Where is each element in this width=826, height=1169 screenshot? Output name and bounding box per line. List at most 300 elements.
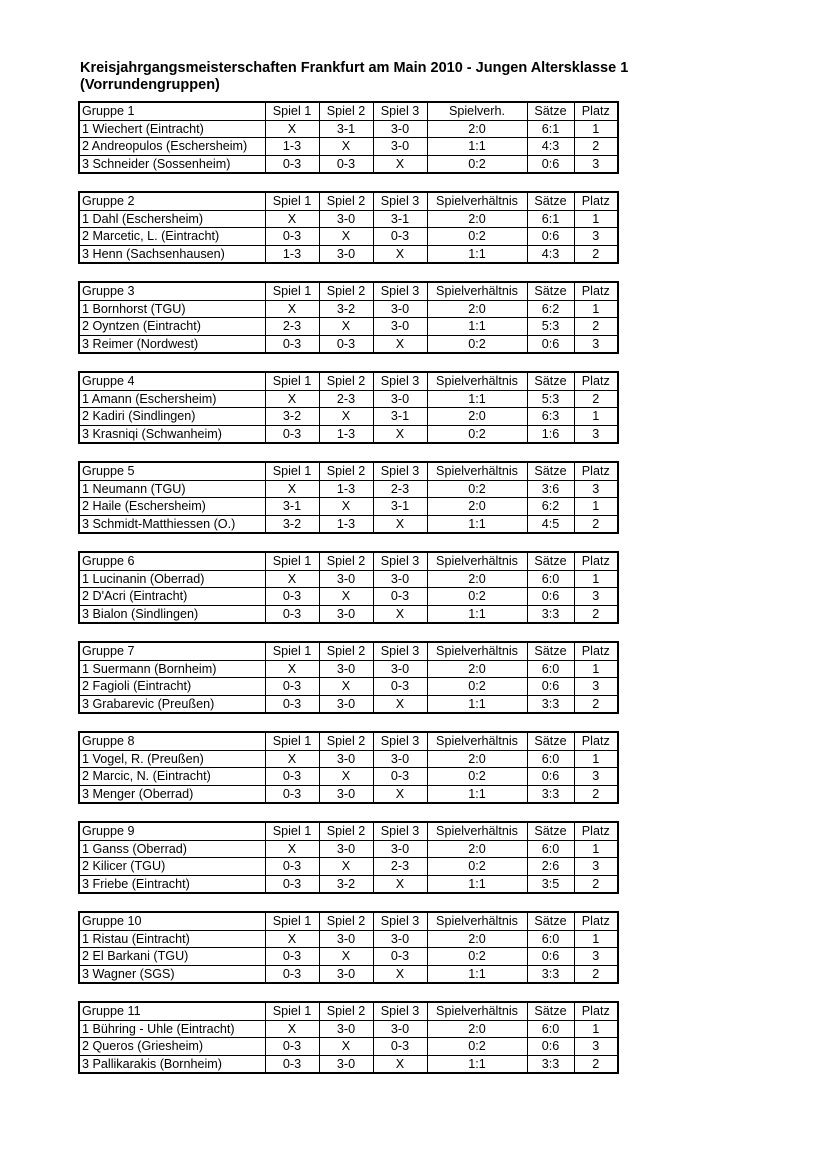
table-cell: X (265, 750, 319, 768)
table-cell: 2-3 (265, 318, 319, 336)
table-cell: 3-0 (373, 1020, 427, 1038)
table-cell: Spiel 1 (265, 552, 319, 570)
table-cell: 0:6 (527, 948, 574, 966)
table-row (79, 1038, 618, 1056)
table-cell: 1 (574, 660, 618, 678)
table-cell: 2:0 (427, 210, 527, 228)
table-cell: 0:2 (427, 948, 527, 966)
table-cell: Spiel 1 (265, 462, 319, 480)
table-cell: X (319, 408, 373, 426)
table-cell: X (373, 695, 427, 713)
group-name-cell: Gruppe 10 (79, 912, 265, 930)
table-row (79, 785, 618, 803)
table-row (79, 660, 618, 678)
table-cell: 0:6 (527, 1038, 574, 1056)
table-cell: Platz (574, 192, 618, 210)
table-cell: Spiel 1 (265, 912, 319, 930)
table-cell: 3:3 (527, 965, 574, 983)
table-cell: 2 (574, 965, 618, 983)
player-cell: 2 Marcic, N. (Eintracht) (79, 768, 265, 786)
table-cell: 0-3 (265, 588, 319, 606)
table-cell: 6:0 (527, 840, 574, 858)
table-cell: 6:3 (527, 408, 574, 426)
table-cell: 3-0 (373, 660, 427, 678)
player-cell: 3 Schmidt-Matthiessen (O.) (79, 515, 265, 533)
table-row (79, 245, 618, 263)
table-cell: X (373, 1055, 427, 1073)
table-cell: 3:6 (527, 480, 574, 498)
table-cell: 3 (574, 588, 618, 606)
table-row (79, 1020, 618, 1038)
title-line-1: Kreisjahrgangsmeisterschaften Frankfurt am Main 2010 - Jungen Altersklasse 1 (80, 60, 629, 76)
table-cell: 0-3 (265, 1038, 319, 1056)
table-cell: 0-3 (265, 1055, 319, 1073)
table-row (79, 120, 618, 138)
table-cell: 3-2 (265, 515, 319, 533)
table-header-row (79, 912, 618, 930)
table-cell: 1-3 (265, 138, 319, 156)
group-name-cell: Gruppe 1 (79, 102, 265, 120)
table-cell: Sätze (527, 822, 574, 840)
table-cell: Spielverhältnis (427, 1002, 527, 1020)
table-cell: Spielverhältnis (427, 192, 527, 210)
table-cell: X (373, 425, 427, 443)
player-cell: 3 Henn (Sachsenhausen) (79, 245, 265, 263)
table-cell: Spiel 2 (319, 282, 373, 300)
group-name-cell: Gruppe 6 (79, 552, 265, 570)
table-row (79, 1055, 618, 1073)
table-cell: X (319, 318, 373, 336)
table-cell: 3-0 (373, 318, 427, 336)
table-cell: 3 (574, 678, 618, 696)
table-row (79, 875, 618, 893)
table-cell: Sätze (527, 102, 574, 120)
table-cell: 0:6 (527, 768, 574, 786)
table-cell: 3 (574, 335, 618, 353)
table-cell: 2-3 (373, 858, 427, 876)
table-cell: 3-0 (319, 210, 373, 228)
table-cell: 1 (574, 120, 618, 138)
table-cell: Spiel 2 (319, 552, 373, 570)
table-cell: 2-3 (373, 480, 427, 498)
table-cell: Platz (574, 282, 618, 300)
table-cell: Spiel 2 (319, 462, 373, 480)
table-cell: Spiel 2 (319, 1002, 373, 1020)
table-cell: 1 (574, 840, 618, 858)
group-table (78, 1001, 619, 1074)
table-cell: 3-2 (265, 408, 319, 426)
player-cell: 2 Marcetic, L. (Eintracht) (79, 228, 265, 246)
table-cell: Sätze (527, 462, 574, 480)
table-cell: 2:0 (427, 300, 527, 318)
table-cell: 1:1 (427, 138, 527, 156)
table-row (79, 335, 618, 353)
table-cell: 0:2 (427, 1038, 527, 1056)
table-cell: 3-0 (319, 570, 373, 588)
table-cell: Spielverh. (427, 102, 527, 120)
table-cell: 0:6 (527, 335, 574, 353)
table-cell: X (265, 390, 319, 408)
table-cell: 3 (574, 228, 618, 246)
table-cell: 3-0 (319, 965, 373, 983)
table-cell: 1 (574, 930, 618, 948)
table-cell: X (265, 300, 319, 318)
table-cell: 3-2 (319, 875, 373, 893)
table-cell: 3-1 (373, 408, 427, 426)
table-cell: 1 (574, 1020, 618, 1038)
table-cell: 2 (574, 318, 618, 336)
table-cell: 3-0 (319, 1020, 373, 1038)
table-cell: 3 (574, 155, 618, 173)
table-cell: X (319, 588, 373, 606)
table-cell: Spiel 3 (373, 1002, 427, 1020)
table-cell: 2 (574, 695, 618, 713)
table-cell: Spielverhältnis (427, 732, 527, 750)
table-cell: X (373, 155, 427, 173)
table-cell: 0-3 (265, 768, 319, 786)
player-cell: 1 Bühring - Uhle (Eintracht) (79, 1020, 265, 1038)
table-row (79, 750, 618, 768)
group-table (78, 281, 619, 354)
table-cell: Spiel 1 (265, 822, 319, 840)
player-cell: 3 Krasniqi (Schwanheim) (79, 425, 265, 443)
table-cell: Spiel 2 (319, 192, 373, 210)
player-cell: 2 Fagioli (Eintracht) (79, 678, 265, 696)
table-header-row (79, 192, 618, 210)
group-table (78, 101, 619, 174)
table-cell: Spielverhältnis (427, 552, 527, 570)
table-cell: 1:1 (427, 390, 527, 408)
group-table (78, 821, 619, 894)
table-cell: 2:0 (427, 750, 527, 768)
table-cell: 1 (574, 210, 618, 228)
table-cell: 1-3 (319, 480, 373, 498)
table-cell: Spielverhältnis (427, 282, 527, 300)
table-cell: 1:1 (427, 695, 527, 713)
table-row (79, 678, 618, 696)
table-cell: 0-3 (265, 678, 319, 696)
table-cell: 1:1 (427, 965, 527, 983)
table-cell: 0:6 (527, 588, 574, 606)
table-cell: 0-3 (265, 155, 319, 173)
table-cell: 3:3 (527, 695, 574, 713)
table-cell: 3-0 (319, 660, 373, 678)
table-cell: 6:0 (527, 750, 574, 768)
table-cell: 1:6 (527, 425, 574, 443)
table-cell: X (319, 678, 373, 696)
table-cell: 2:0 (427, 930, 527, 948)
table-cell: 3-0 (319, 930, 373, 948)
table-cell: Platz (574, 552, 618, 570)
group-tables-container (78, 101, 619, 1091)
table-cell: X (319, 228, 373, 246)
group-table (78, 461, 619, 534)
table-cell: 0-3 (265, 965, 319, 983)
table-cell: 3-0 (373, 138, 427, 156)
table-cell: 5:3 (527, 390, 574, 408)
table-cell: Spiel 2 (319, 102, 373, 120)
table-cell: X (319, 858, 373, 876)
group-name-cell: Gruppe 9 (79, 822, 265, 840)
table-cell: 3-0 (373, 930, 427, 948)
table-cell: 0:6 (527, 228, 574, 246)
table-cell: 1:1 (427, 1055, 527, 1073)
table-cell: 0-3 (265, 605, 319, 623)
table-cell: X (265, 930, 319, 948)
table-cell: 1:1 (427, 605, 527, 623)
table-row (79, 840, 618, 858)
table-cell: 1:1 (427, 785, 527, 803)
table-cell: 2:0 (427, 570, 527, 588)
table-cell: Spiel 1 (265, 102, 319, 120)
table-cell: X (373, 875, 427, 893)
table-cell: 3-1 (265, 498, 319, 516)
table-cell: 3-0 (319, 1055, 373, 1073)
table-cell: Spiel 3 (373, 372, 427, 390)
table-row (79, 515, 618, 533)
table-cell: Spiel 1 (265, 642, 319, 660)
table-cell: 2 (574, 785, 618, 803)
table-cell: Platz (574, 912, 618, 930)
table-cell: 2 (574, 875, 618, 893)
table-header-row (79, 1002, 618, 1020)
table-cell: X (265, 120, 319, 138)
table-cell: 2 (574, 1055, 618, 1073)
table-cell: Sätze (527, 1002, 574, 1020)
table-cell: Sätze (527, 552, 574, 570)
table-cell: 1 (574, 750, 618, 768)
table-cell: Sätze (527, 192, 574, 210)
table-cell: 3-1 (373, 498, 427, 516)
table-cell: 6:1 (527, 210, 574, 228)
table-cell: 0-3 (373, 228, 427, 246)
table-cell: 0:2 (427, 480, 527, 498)
table-cell: Platz (574, 462, 618, 480)
table-cell: 1:1 (427, 245, 527, 263)
table-cell: 3-2 (319, 300, 373, 318)
table-row (79, 318, 618, 336)
table-cell: X (319, 768, 373, 786)
group-table (78, 911, 619, 984)
table-cell: 0-3 (373, 588, 427, 606)
player-cell: 2 El Barkani (TGU) (79, 948, 265, 966)
table-row (79, 300, 618, 318)
table-cell: 0:6 (527, 155, 574, 173)
table-row (79, 858, 618, 876)
table-cell: X (373, 245, 427, 263)
table-header-row (79, 822, 618, 840)
table-cell: 3-1 (319, 120, 373, 138)
group-name-cell: Gruppe 2 (79, 192, 265, 210)
table-row (79, 498, 618, 516)
table-cell: Spiel 3 (373, 732, 427, 750)
table-cell: 0:2 (427, 768, 527, 786)
player-cell: 1 Ristau (Eintracht) (79, 930, 265, 948)
table-cell: Platz (574, 642, 618, 660)
player-cell: 1 Dahl (Eschersheim) (79, 210, 265, 228)
table-row (79, 155, 618, 173)
table-cell: Platz (574, 102, 618, 120)
table-cell: X (319, 138, 373, 156)
table-cell: X (265, 840, 319, 858)
table-cell: Spielverhältnis (427, 912, 527, 930)
table-cell: Sätze (527, 372, 574, 390)
table-cell: 3-0 (373, 840, 427, 858)
player-cell: 1 Bornhorst (TGU) (79, 300, 265, 318)
player-cell: 1 Lucinanin (Oberrad) (79, 570, 265, 588)
table-cell: 3:3 (527, 785, 574, 803)
table-cell: 1:1 (427, 875, 527, 893)
table-cell: X (373, 785, 427, 803)
table-cell: X (373, 965, 427, 983)
table-cell: 1-3 (319, 425, 373, 443)
table-cell: Spiel 1 (265, 282, 319, 300)
table-row (79, 138, 618, 156)
table-cell: 0-3 (265, 228, 319, 246)
player-cell: 3 Grabarevic (Preußen) (79, 695, 265, 713)
player-cell: 2 Kilicer (TGU) (79, 858, 265, 876)
table-cell: 3-0 (319, 245, 373, 263)
table-cell: 3:3 (527, 1055, 574, 1073)
table-row (79, 570, 618, 588)
group-table (78, 371, 619, 444)
group-name-cell: Gruppe 7 (79, 642, 265, 660)
table-cell: X (319, 948, 373, 966)
table-row (79, 425, 618, 443)
table-cell: Spiel 1 (265, 732, 319, 750)
table-header-row (79, 642, 618, 660)
table-cell: 2 (574, 245, 618, 263)
group-name-cell: Gruppe 3 (79, 282, 265, 300)
table-row (79, 695, 618, 713)
table-cell: 0-3 (265, 425, 319, 443)
table-cell: 3-1 (373, 210, 427, 228)
table-cell: 3-0 (319, 785, 373, 803)
table-cell: 2:6 (527, 858, 574, 876)
table-row (79, 965, 618, 983)
table-cell: 6:1 (527, 120, 574, 138)
table-row (79, 390, 618, 408)
table-cell: 3-0 (319, 750, 373, 768)
table-cell: Platz (574, 372, 618, 390)
table-header-row (79, 552, 618, 570)
table-cell: Sätze (527, 642, 574, 660)
player-cell: 3 Menger (Oberrad) (79, 785, 265, 803)
table-cell: 6:0 (527, 660, 574, 678)
table-cell: X (373, 515, 427, 533)
table-cell: 6:0 (527, 570, 574, 588)
player-cell: 1 Neumann (TGU) (79, 480, 265, 498)
table-cell: 2:0 (427, 120, 527, 138)
table-cell: 2 (574, 515, 618, 533)
table-header-row (79, 462, 618, 480)
player-cell: 1 Ganss (Oberrad) (79, 840, 265, 858)
table-cell: 0-3 (265, 335, 319, 353)
table-cell: Spiel 3 (373, 822, 427, 840)
player-cell: 1 Vogel, R. (Preußen) (79, 750, 265, 768)
table-cell: 0:2 (427, 678, 527, 696)
player-cell: 1 Wiechert (Eintracht) (79, 120, 265, 138)
table-cell: X (373, 605, 427, 623)
table-cell: Spielverhältnis (427, 822, 527, 840)
table-cell: Platz (574, 822, 618, 840)
group-table (78, 191, 619, 264)
table-row (79, 948, 618, 966)
table-cell: 0-3 (265, 875, 319, 893)
group-name-cell: Gruppe 5 (79, 462, 265, 480)
table-cell: Spiel 3 (373, 192, 427, 210)
table-cell: 2-3 (319, 390, 373, 408)
table-header-row (79, 732, 618, 750)
group-name-cell: Gruppe 8 (79, 732, 265, 750)
player-cell: 3 Schneider (Sossenheim) (79, 155, 265, 173)
table-cell: 0:2 (427, 155, 527, 173)
table-row (79, 605, 618, 623)
table-cell: Spiel 3 (373, 912, 427, 930)
table-cell: 1:1 (427, 318, 527, 336)
table-cell: X (373, 335, 427, 353)
table-cell: 2:0 (427, 408, 527, 426)
table-cell: X (265, 480, 319, 498)
player-cell: 2 Oyntzen (Eintracht) (79, 318, 265, 336)
table-cell: 3-0 (373, 300, 427, 318)
table-cell: Spiel 1 (265, 1002, 319, 1020)
table-cell: 3 (574, 858, 618, 876)
table-cell: 0-3 (265, 695, 319, 713)
table-cell: Sätze (527, 282, 574, 300)
table-cell: Spiel 2 (319, 822, 373, 840)
table-cell: 6:0 (527, 930, 574, 948)
table-cell: 0-3 (265, 785, 319, 803)
player-cell: 3 Wagner (SGS) (79, 965, 265, 983)
table-cell: X (265, 210, 319, 228)
table-cell: Sätze (527, 732, 574, 750)
table-cell: 1 (574, 498, 618, 516)
table-cell: Spiel 3 (373, 642, 427, 660)
table-cell: 3 (574, 425, 618, 443)
table-cell: Spiel 2 (319, 912, 373, 930)
table-row (79, 930, 618, 948)
table-cell: 0:2 (427, 335, 527, 353)
table-cell: 0:2 (427, 228, 527, 246)
table-cell: Spiel 3 (373, 282, 427, 300)
table-cell: X (319, 498, 373, 516)
title-line-2: (Vorrundengruppen) (80, 77, 220, 93)
table-cell: 0-3 (373, 1038, 427, 1056)
table-cell: 1:1 (427, 515, 527, 533)
table-cell: 1-3 (319, 515, 373, 533)
table-cell: 0-3 (373, 768, 427, 786)
table-cell: 2:0 (427, 660, 527, 678)
table-cell: 4:3 (527, 245, 574, 263)
table-cell: 1 (574, 570, 618, 588)
table-cell: 0-3 (265, 948, 319, 966)
table-cell: 3-0 (373, 120, 427, 138)
table-cell: 4:5 (527, 515, 574, 533)
table-cell: 0:2 (427, 588, 527, 606)
player-cell: 2 Kadiri (Sindlingen) (79, 408, 265, 426)
player-cell: 3 Reimer (Nordwest) (79, 335, 265, 353)
table-cell: 4:3 (527, 138, 574, 156)
group-table (78, 641, 619, 714)
table-cell: 1 (574, 300, 618, 318)
table-cell: 1 (574, 408, 618, 426)
table-cell: 6:2 (527, 498, 574, 516)
table-cell: Spiel 2 (319, 372, 373, 390)
table-cell: 5:3 (527, 318, 574, 336)
table-header-row (79, 102, 618, 120)
table-cell: X (265, 1020, 319, 1038)
